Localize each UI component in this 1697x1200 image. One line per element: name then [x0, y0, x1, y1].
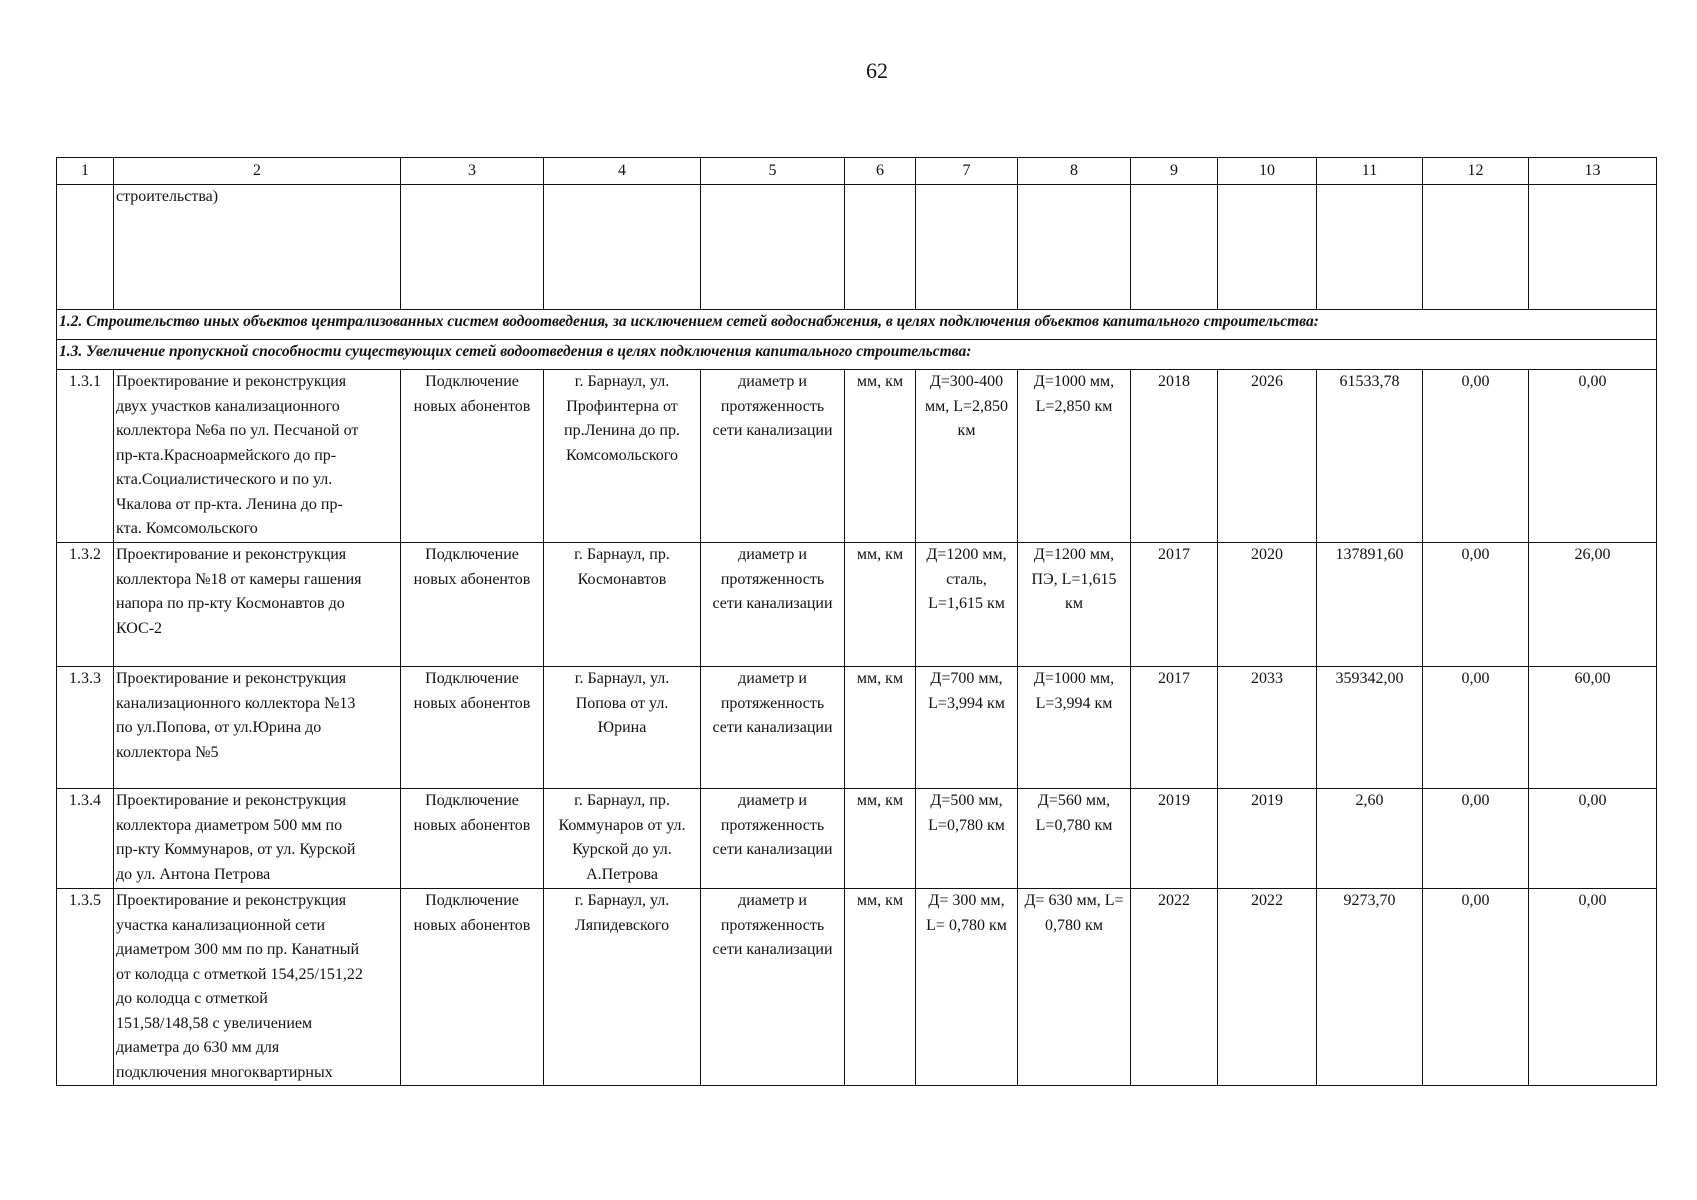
row-number: 1.3.5 — [57, 889, 114, 1086]
section-heading-1-3: 1.3. Увеличение пропускной способности существующих сетей водоотведения в целях подключения капитального строительства: — [57, 340, 1657, 370]
empty-cell — [916, 185, 1018, 310]
value-before: Д=700 мм, L=3,994 км — [916, 667, 1018, 789]
investment-program-table — [56, 157, 1657, 1086]
column-12-value: 0,00 — [1423, 789, 1529, 889]
project-parameter: диаметр и протяженность сети канализации — [701, 889, 845, 1086]
section-heading-row — [57, 340, 1657, 370]
column-number: 3 — [401, 158, 544, 185]
value-before: Д=300-400 мм, L=2,850 км — [916, 370, 1018, 543]
project-location: г. Барнаул, ул. Профинтерна от пр.Ленина до пр. Комсомольского — [544, 370, 701, 543]
column-13-value: 0,00 — [1529, 789, 1657, 889]
row-number: 1.3.4 — [57, 789, 114, 889]
empty-cell — [1018, 185, 1131, 310]
column-number: 8 — [1018, 158, 1131, 185]
cost-value: 61533,78 — [1317, 370, 1423, 543]
section-heading-1-2: 1.2. Строительство иных объектов централизованных систем водоотведения, за исключением сетей водоснабжения, в целях подключения объектов капитального строительства: — [57, 310, 1657, 340]
project-unit: мм, км — [845, 789, 916, 889]
project-name: Проектирование и реконструкция двух участков канализационного коллектора №6а по ул. Песчаной от пр-кта.Красноармейского до пр- кта.Социалистического и по ул. Чкалова от пр-кта. Ленина до пр- кта. Комсомольского — [114, 370, 401, 543]
column-number: 9 — [1131, 158, 1218, 185]
empty-cell — [845, 185, 916, 310]
value-before: Д=500 мм, L=0,780 км — [916, 789, 1018, 889]
empty-cell — [1423, 185, 1529, 310]
column-number: 7 — [916, 158, 1018, 185]
start-year: 2018 — [1131, 370, 1218, 543]
value-after: Д=560 мм, L=0,780 км — [1018, 789, 1131, 889]
column-number: 4 — [544, 158, 701, 185]
column-number: 11 — [1317, 158, 1423, 185]
header-row — [57, 158, 1657, 185]
project-location: г. Барнаул, ул. Попова от ул. Юрина — [544, 667, 701, 789]
project-unit: мм, км — [845, 667, 916, 789]
project-parameter: диаметр и протяженность сети канализации — [701, 667, 845, 789]
column-12-value: 0,00 — [1423, 889, 1529, 1086]
end-year: 2026 — [1218, 370, 1317, 543]
empty-cell — [1131, 185, 1218, 310]
cost-value: 2,60 — [1317, 789, 1423, 889]
end-year: 2022 — [1218, 889, 1317, 1086]
project-name: Проектирование и реконструкция коллектора диаметром 500 мм по пр-кту Коммунаров, от ул. Курской до ул. Антона Петрова — [114, 789, 401, 889]
project-location: г. Барнаул, ул. Ляпидевского — [544, 889, 701, 1086]
column-13-value: 0,00 — [1529, 370, 1657, 543]
table-row — [57, 667, 1657, 789]
value-after: Д=1000 мм, L=2,850 км — [1018, 370, 1131, 543]
page-number: 62 — [866, 58, 888, 83]
project-parameter: диаметр и протяженность сети канализации — [701, 370, 845, 543]
column-12-value: 0,00 — [1423, 667, 1529, 789]
empty-cell — [1317, 185, 1423, 310]
value-after: Д= 630 мм, L= 0,780 км — [1018, 889, 1131, 1086]
start-year: 2019 — [1131, 789, 1218, 889]
project-parameter: диаметр и протяженность сети канализации — [701, 543, 845, 667]
project-parameter: диаметр и протяженность сети канализации — [701, 789, 845, 889]
empty-cell — [1529, 185, 1657, 310]
empty-cell — [544, 185, 701, 310]
empty-cell — [57, 185, 114, 310]
value-before: Д=1200 мм, сталь, L=1,615 км — [916, 543, 1018, 667]
end-year: 2033 — [1218, 667, 1317, 789]
empty-cell — [701, 185, 845, 310]
project-name: Проектирование и реконструкция коллектора №18 от камеры гашения напора по пр-кту Космонавтов до КОС-2 — [114, 543, 401, 667]
start-year: 2017 — [1131, 667, 1218, 789]
column-number: 13 — [1529, 158, 1657, 185]
project-location: г. Барнаул, пр. Космонавтов — [544, 543, 701, 667]
row-number: 1.3.1 — [57, 370, 114, 543]
continuation-text: строительства) — [114, 185, 401, 310]
value-before: Д= 300 мм, L= 0,780 км — [916, 889, 1018, 1086]
table-row — [57, 889, 1657, 1086]
cost-value: 359342,00 — [1317, 667, 1423, 789]
project-location: г. Барнаул, пр. Коммунаров от ул. Курской до ул. А.Петрова — [544, 789, 701, 889]
project-unit: мм, км — [845, 370, 916, 543]
value-after: Д=1000 мм, L=3,994 км — [1018, 667, 1131, 789]
cost-value: 137891,60 — [1317, 543, 1423, 667]
column-13-value: 26,00 — [1529, 543, 1657, 667]
column-number: 12 — [1423, 158, 1529, 185]
table-row — [57, 543, 1657, 667]
end-year: 2019 — [1218, 789, 1317, 889]
start-year: 2017 — [1131, 543, 1218, 667]
project-name: Проектирование и реконструкция канализационного коллектора №13 по ул.Попова, от ул.Юрина до коллектора №5 — [114, 667, 401, 789]
project-purpose: Подключение новых абонентов — [401, 543, 544, 667]
column-12-value: 0,00 — [1423, 370, 1529, 543]
project-purpose: Подключение новых абонентов — [401, 667, 544, 789]
column-number: 1 — [57, 158, 114, 185]
start-year: 2022 — [1131, 889, 1218, 1086]
row-number: 1.3.3 — [57, 667, 114, 789]
column-number: 2 — [114, 158, 401, 185]
value-after: Д=1200 мм, ПЭ, L=1,615 км — [1018, 543, 1131, 667]
column-12-value: 0,00 — [1423, 543, 1529, 667]
column-number: 6 — [845, 158, 916, 185]
row-number: 1.3.2 — [57, 543, 114, 667]
section-heading-row — [57, 310, 1657, 340]
project-unit: мм, км — [845, 543, 916, 667]
continuation-row — [57, 185, 1657, 310]
cost-value: 9273,70 — [1317, 889, 1423, 1086]
table-row — [57, 370, 1657, 543]
table-row — [57, 789, 1657, 889]
project-purpose: Подключение новых абонентов — [401, 370, 544, 543]
column-13-value: 60,00 — [1529, 667, 1657, 789]
column-number: 5 — [701, 158, 845, 185]
project-purpose: Подключение новых абонентов — [401, 889, 544, 1086]
project-unit: мм, км — [845, 889, 916, 1086]
column-13-value: 0,00 — [1529, 889, 1657, 1086]
column-number: 10 — [1218, 158, 1317, 185]
end-year: 2020 — [1218, 543, 1317, 667]
project-name: Проектирование и реконструкция участка канализационной сети диаметром 300 мм по пр. Канатный от колодца с отметкой 154,25/151,22 до колодца с отметкой 151,58/148,58 с увеличением диаметра до 630 мм для подключения многоквартирных — [114, 889, 401, 1086]
project-purpose: Подключение новых абонентов — [401, 789, 544, 889]
empty-cell — [1218, 185, 1317, 310]
empty-cell — [401, 185, 544, 310]
